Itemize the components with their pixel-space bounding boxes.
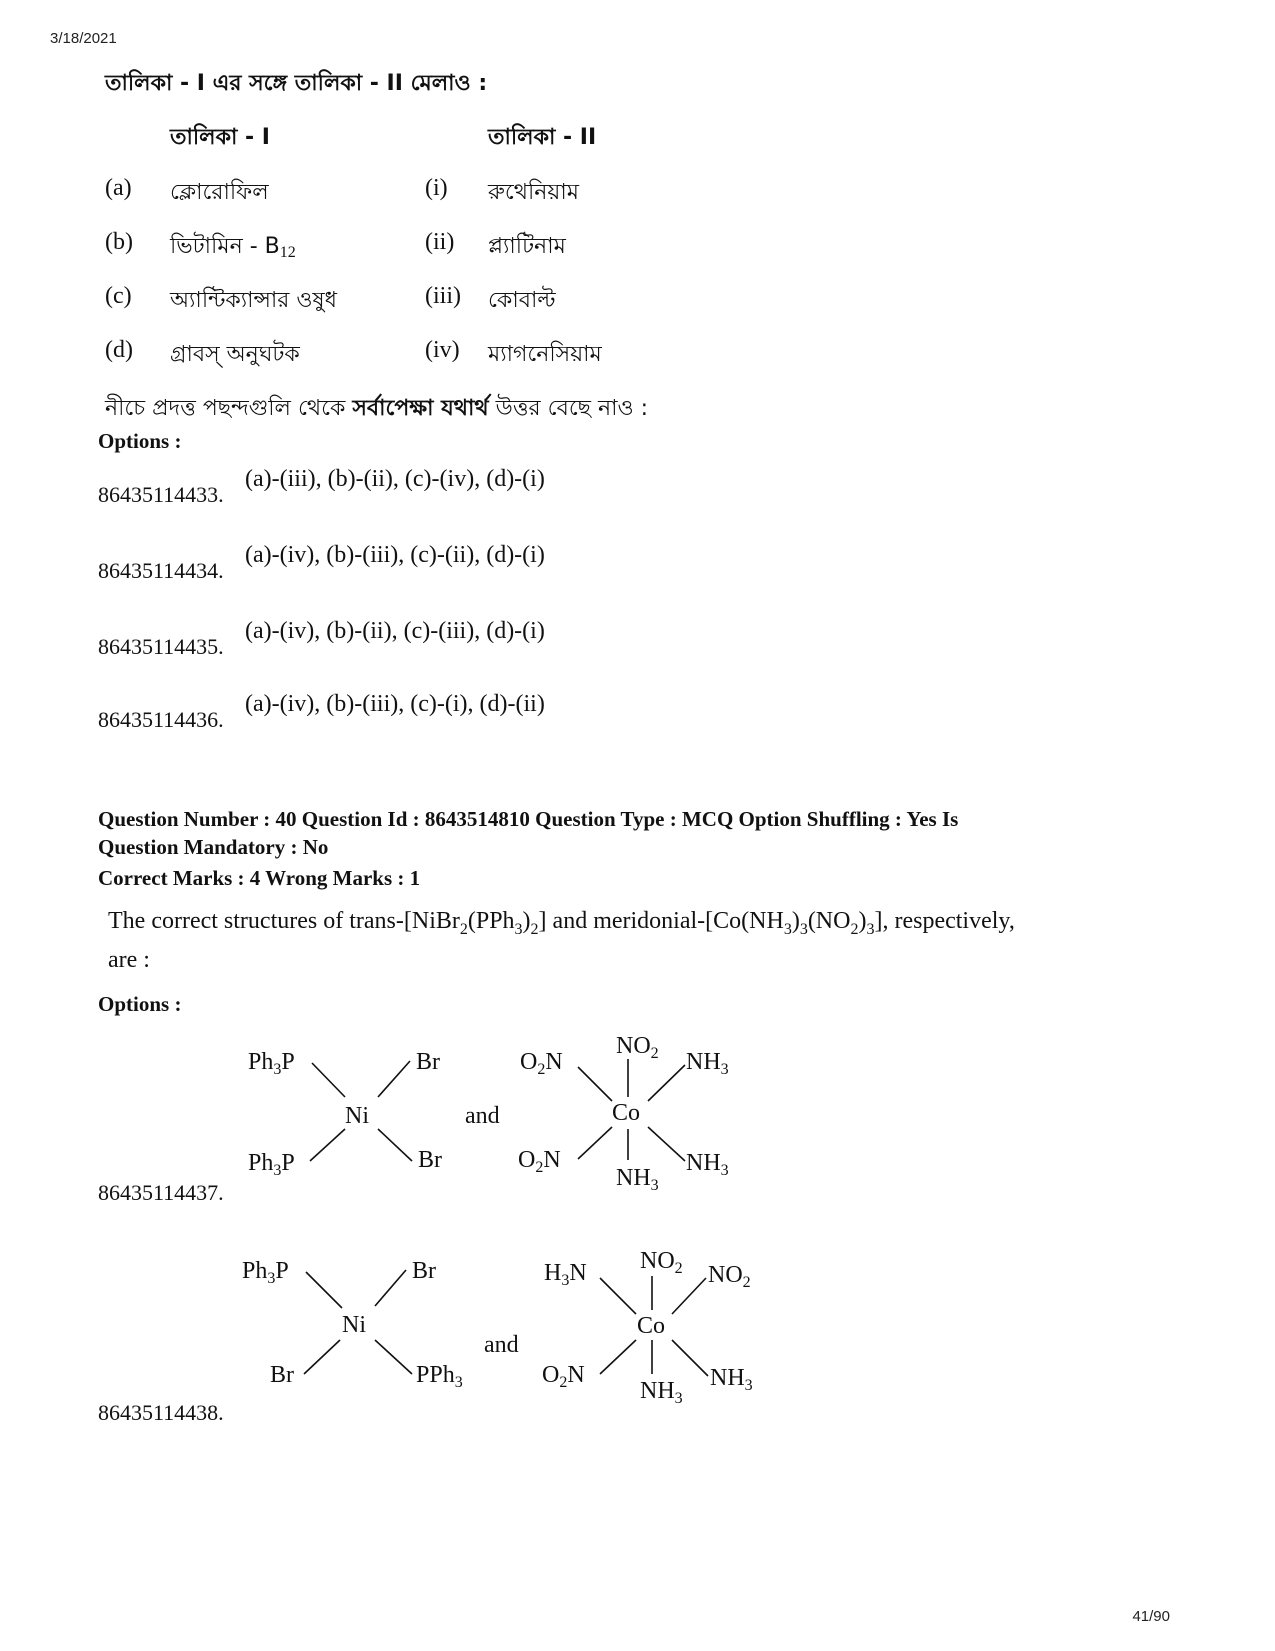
- ligand-label: $Ph_3P$: [248, 1150, 295, 1179]
- ligand-label: $H_3N$: [544, 1260, 587, 1289]
- option-id: 86435114433.: [98, 482, 224, 507]
- list1-header: তালিকা - I: [170, 125, 270, 150]
- ligand-label: $O_2N$: [520, 1049, 563, 1078]
- options-label: Options :: [98, 992, 182, 1016]
- row-item: অ্যান্টিক্যান্সার ওষুধ: [170, 288, 338, 313]
- row-roman: (iii): [425, 283, 461, 309]
- row-letter: (a): [105, 175, 132, 201]
- ligand-label: $NH_3$: [640, 1378, 683, 1407]
- ligand-label: $NO_2$: [708, 1262, 751, 1291]
- choose-bold: সর্বাপেক্ষা যথার্থ: [352, 396, 489, 421]
- row-letter: (d): [105, 337, 133, 363]
- row-letter: (b): [105, 229, 133, 255]
- row-roman: (iv): [425, 337, 460, 363]
- ligand-label: Br: [270, 1362, 294, 1388]
- ligand-label: $O_2N$: [542, 1362, 585, 1391]
- row-letter: (c): [105, 283, 132, 309]
- ligand-label: $NH_3$: [686, 1049, 729, 1078]
- row-roman: (ii): [425, 229, 455, 255]
- option-438-structure: [230, 1240, 800, 1415]
- marks-line: Correct Marks : 4 Wrong Marks : 1: [98, 866, 421, 890]
- option-id: 86435114437.: [98, 1180, 224, 1205]
- match-instruction: তালিকা - I এর সঙ্গে তালিকা - II মেলাও :: [105, 71, 488, 96]
- question-meta-line2: Question Mandatory : No: [98, 835, 329, 859]
- ligand-label: Br: [416, 1049, 440, 1075]
- and-text: and: [484, 1332, 519, 1358]
- choose-instruction: [105, 391, 648, 428]
- question-meta-line1: Question Number : 40 Question Id : 8643514810 Question Type : MCQ Option Shuffling : Yes Is: [98, 807, 959, 831]
- question-meta: [98, 805, 1178, 861]
- metal-label: Co: [612, 1100, 641, 1126]
- row-roman: (i): [425, 175, 448, 201]
- row-item-subscript: 12: [279, 244, 296, 262]
- page-number: 41/90: [1132, 1608, 1170, 1625]
- ligand-label: PPh$_3$: [416, 1362, 463, 1391]
- question-stem-line1: The correct structures of trans-$[NiBr_2(PPh_3)_2]$ and meridonial-$[Co(NH_3)_3(NO_2)_3]$, respectively,: [108, 908, 1015, 938]
- option-437-structure: [230, 1025, 790, 1200]
- option-text: (a)-(iv), (b)-(iii), (c)-(ii), (d)-(i): [245, 542, 545, 568]
- row-match: ম্যাগনেসিয়াম: [488, 342, 602, 367]
- row-item-text: ভিটামিন - B: [170, 234, 280, 259]
- ligand-label: $NO_2$: [640, 1248, 683, 1277]
- ligand-label: $NH_3$: [710, 1365, 753, 1394]
- row-item: গ্রাবস্ অনুঘটক: [170, 342, 300, 367]
- choose-prefix: নীচে প্রদত্ত পছন্দগুলি থেকে: [105, 396, 353, 421]
- option-text: (a)-(iv), (b)-(iii), (c)-(i), (d)-(ii): [245, 691, 545, 717]
- ligand-label: $O_2N$: [518, 1147, 561, 1176]
- question-stem: [108, 908, 1188, 939]
- option-text: (a)-(iv), (b)-(ii), (c)-(iii), (d)-(i): [245, 618, 545, 644]
- ligand-label: Br: [418, 1147, 442, 1173]
- row-match: প্ল্যাটিনাম: [488, 234, 566, 259]
- ligand-label: $NH_3$: [616, 1165, 659, 1194]
- ligand-label: $NO_2$: [616, 1033, 659, 1062]
- question-stem-line2: are :: [108, 947, 150, 973]
- ligand-label: Br: [412, 1258, 436, 1284]
- print-date: 3/18/2021: [50, 30, 117, 47]
- row-item: ক্লোরোফিল: [170, 180, 269, 205]
- choose-suffix: উত্তর বেছে নাও :: [488, 396, 649, 421]
- ligand-label: $NH_3$: [686, 1150, 729, 1179]
- ligand-label: $Ph_3P$: [248, 1049, 295, 1078]
- metal-label: Co: [637, 1313, 666, 1339]
- metal-label: Ni: [345, 1103, 369, 1129]
- option-text: (a)-(iii), (b)-(ii), (c)-(iv), (d)-(i): [245, 466, 545, 492]
- list2-header: তালিকা - II: [488, 125, 597, 150]
- row-item: [170, 229, 296, 266]
- row-match: রুথেনিয়াম: [488, 180, 579, 205]
- row-match: কোবাল্ট: [488, 288, 556, 313]
- option-id: 86435114434.: [98, 558, 224, 583]
- option-id: 86435114436.: [98, 707, 224, 732]
- option-id: 86435114435.: [98, 634, 224, 659]
- option-id: 86435114438.: [98, 1400, 224, 1425]
- metal-label: Ni: [342, 1312, 366, 1338]
- ligand-label: $Ph_3P$: [242, 1258, 289, 1287]
- options-label: Options :: [98, 429, 182, 453]
- and-text: and: [465, 1103, 500, 1129]
